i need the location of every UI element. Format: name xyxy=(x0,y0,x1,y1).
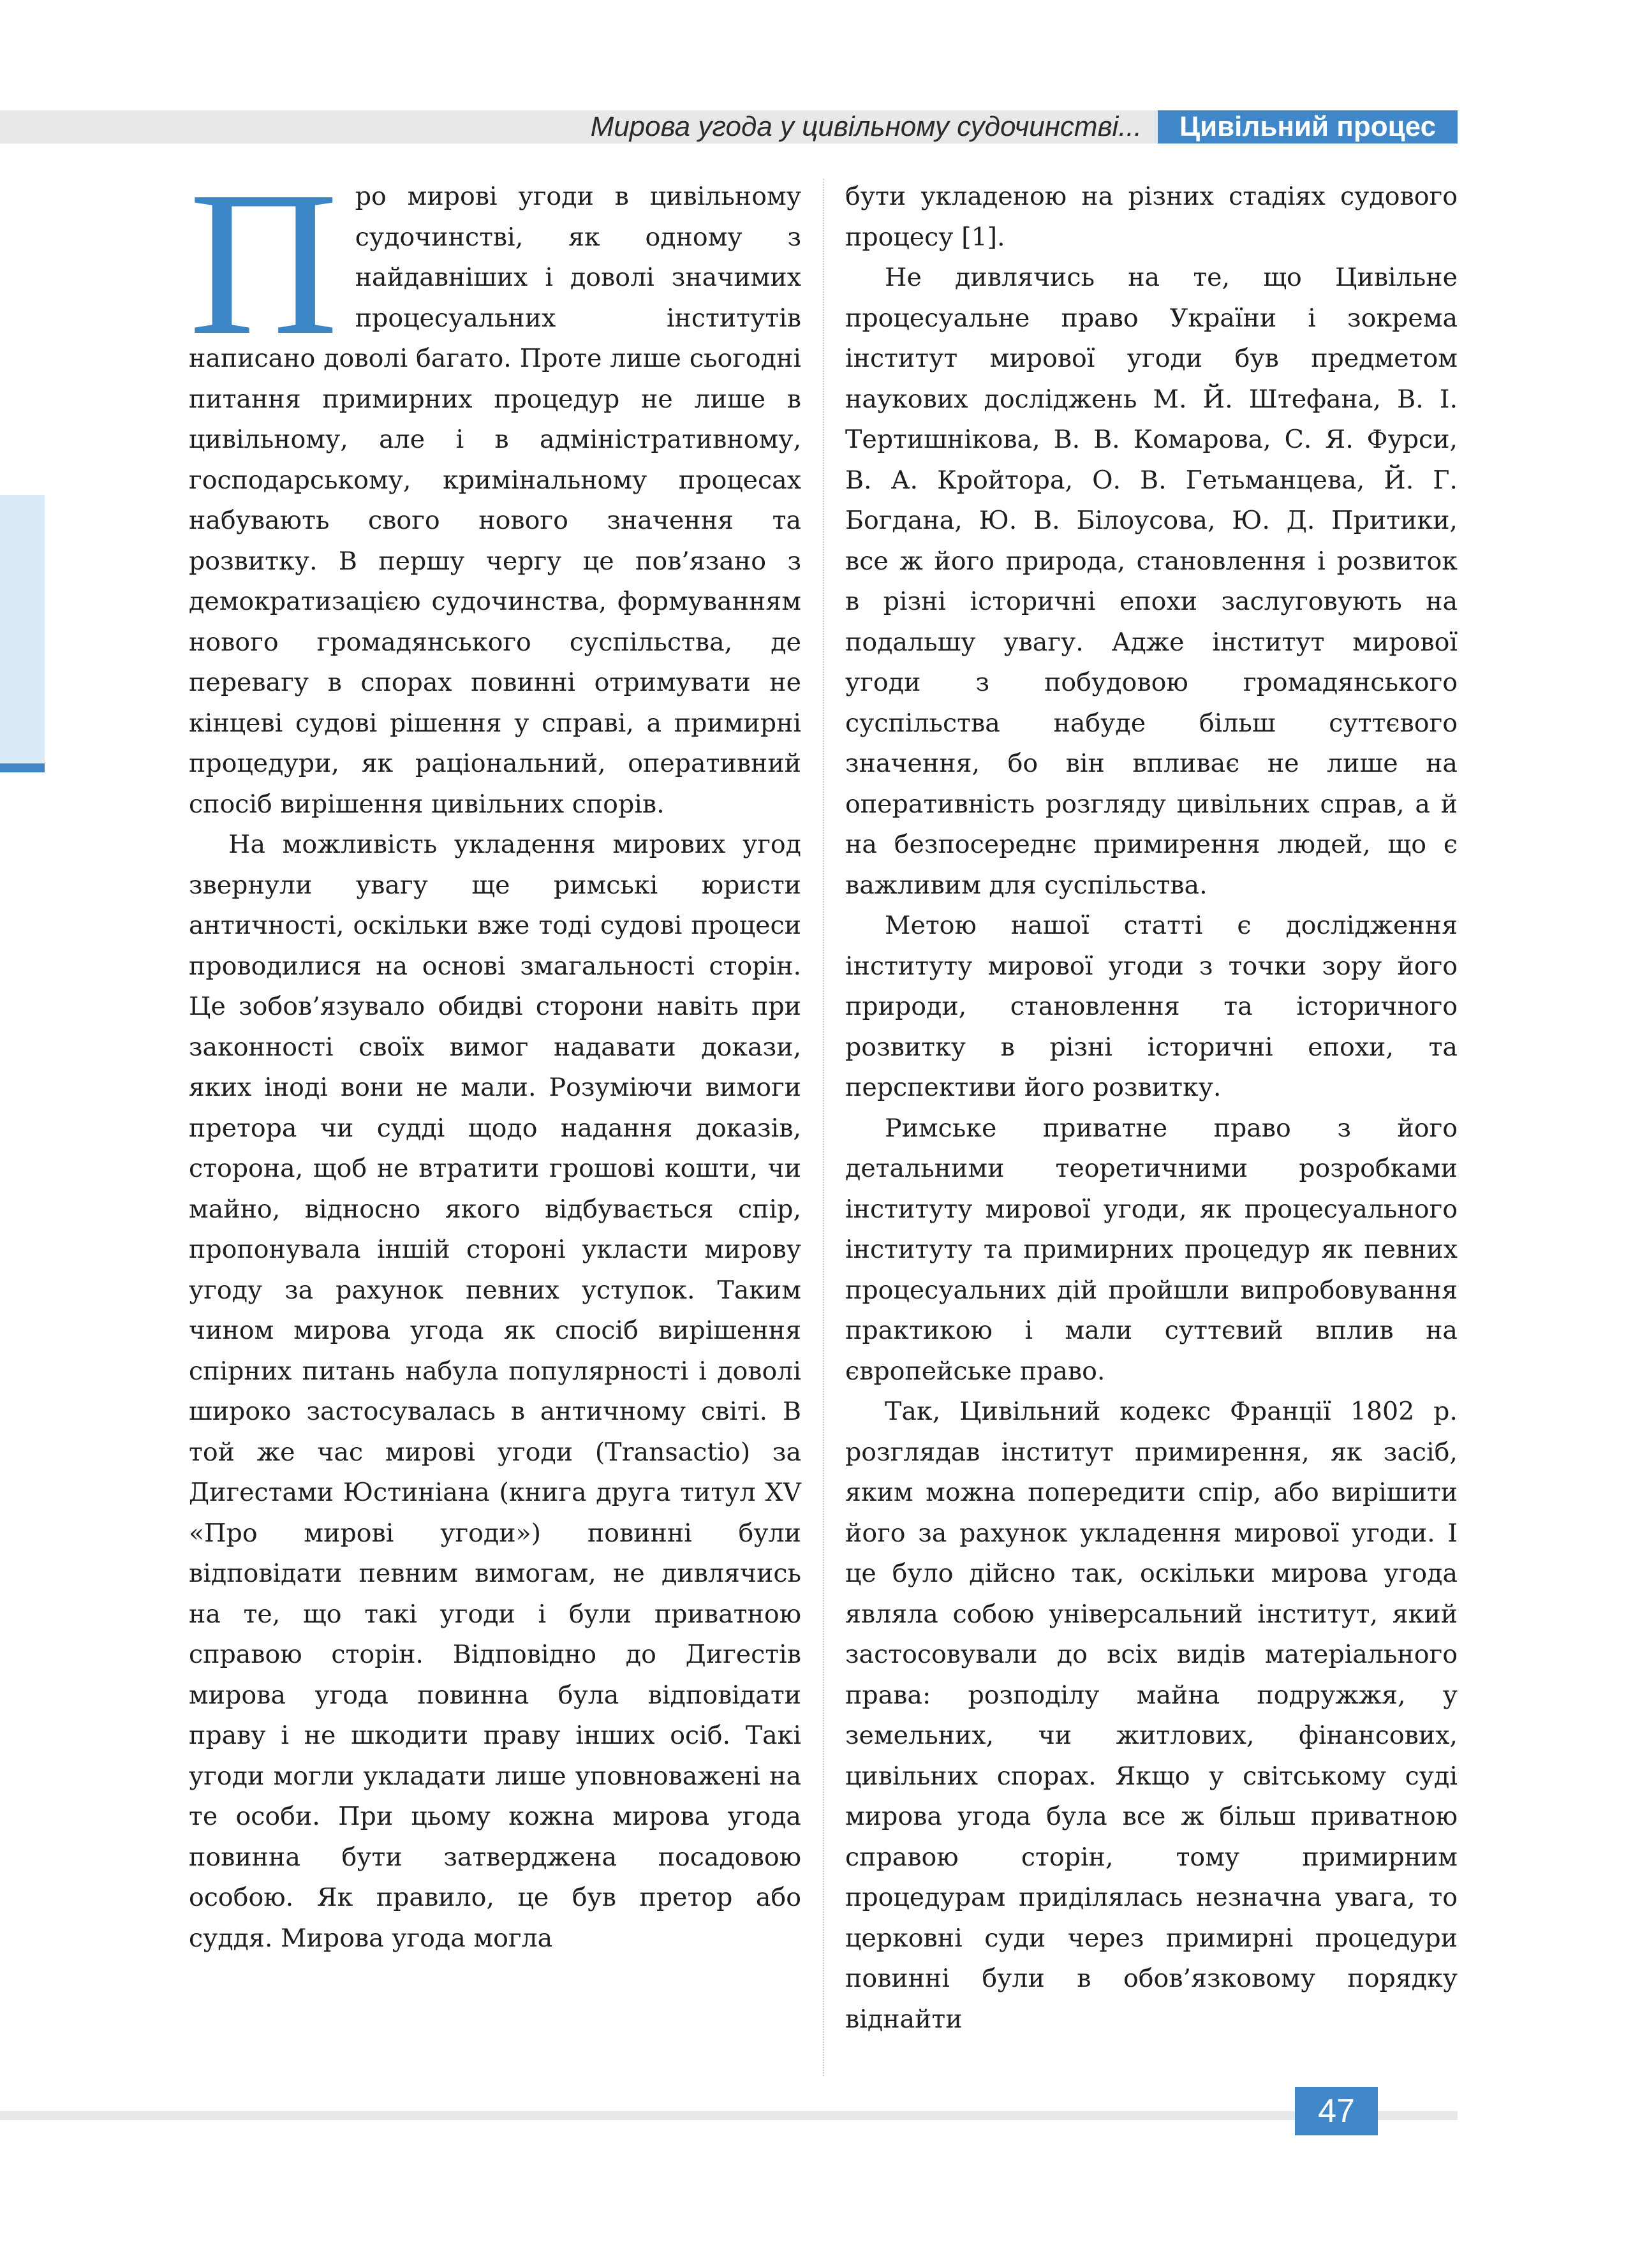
paragraph-text: ро мирові угоди в цивільному судочинстві, як одному з найдавніших і доволі значимих процесуальних інститутів написано доволі багато. Проте лише сьогодні питання примирних процедур не лише в цивільному, але і в адміністративному, господарському, кримінальному процесах набувають свого нового значення та розвитку. В першу чергу це пов’язано з демократизацією судочинства, формуванням нового громадянського суспільства, де перевагу в спорах повинні отримувати не кінцеві судові рішення у справі, а примирні процедури, як раціональний, оперативний спосіб вирішення цивільних спорів. xyxy=(189,182,801,819)
side-color-band xyxy=(0,495,45,772)
drop-cap: П xyxy=(189,149,339,378)
paragraph: Так, Цивільний кодекс Франції 1802 р. розглядав інститут примирення, як засіб, яким можна попередити спір, або вирішити його за рахунок укладення мирової угоди. І це було дійсно так, оскільки мирова угода являла собою універсальний інститут, який застосовували до всіх видів матеріального права: розподілу майна подружжя, у земельних, чи житлових, фінансових, цивільних спорах. Якщо у світському суді мирова угода була все ж більш приватною справою сторін, тому примирним процедурам приділялась незначна увага, то церковні суди через примирні процедури повинні були в обов’язковому порядку віднайти xyxy=(845,1397,1458,2034)
paragraph: бути укладеною на різних стадіях судового процесу [1]. xyxy=(845,182,1458,252)
page-number: 47 xyxy=(1295,2087,1378,2135)
footer-bar xyxy=(0,2111,1458,2120)
paragraph: Метою нашої статті є дослідження інституту мирової угоди з точки зору його природи, становлення та історичного розвитку в різні історичні епохи, та перспективи його розвитку. xyxy=(845,911,1458,1102)
paragraph xyxy=(189,149,801,825)
side-color-band-edge xyxy=(0,763,45,772)
section-label: Цивільний процес xyxy=(1158,110,1458,144)
paragraph: Римське приватне право з його детальними теоретичними розробками інституту мирової угоди, як процесуального інституту та примирних процедур як певних процесуальних дій пройшли випробовування практикою і мали суттєвий вплив на європейське право. xyxy=(845,1113,1458,1386)
running-header-title: Мирова угода у цивільному судочинстві... xyxy=(590,111,1142,142)
paragraph: На можливість укладення мирових угод звернули увагу ще римські юристи античності, оскільки вже тоді судові процеси проводилися на основі змагальності сторін. Це зобов’язувало обидві сторони навіть при законності своїх вимог надавати докази, яких іноді вони не мали. Розуміючи вимоги претора чи судді щодо надання доказів, сторона, щоб не втратити грошові кошти, чи майно, відносно якого відбувається спір, пропонувала іншій стороні укласти мирову угоду за рахунок певних уступок. Таким чином мирова угода як спосіб вирішення спірних питань набула популярності і доволі широко застосувалась в античному світі. В той же час мирові угоди (Transactio) за Дигестами Юстиніана (книга друга титул XV «Про мирові угоди») повинні були відповідати певним вимогам, не дивлячись на те, що такі угоди і були приватною справою сторін. Відповідно до Дигестів мирова угода повинна була відповідати праву і не шкодити праву інших осіб. Такі угоди могли укладати лише уповноважені на те особи. При цьому кожна мирова угода повинна бути затверджена посадовою особою. Як правило, це був претор або суддя. Мирова угода могла xyxy=(189,830,801,1953)
column-divider xyxy=(823,179,824,2076)
text-column-right xyxy=(845,177,1458,2040)
text-column-left xyxy=(189,149,801,1959)
paragraph: Не дивлячись на те, що Цивільне процесуальне право України і зокрема інститут мирової угоди був предметом наукових досліджень М. Й. Штефана, В. І. Тертишнікова, В. В. Комарова, С. Я. Фурси, В. А. Кройтора, О. В. Гетьманцева, Й. Г. Богдана, Ю. В. Білоусова, Ю. Д. Притики, все ж його природа, становлення і розвиток в різні історичні епохи заслуговують на подальшу увагу. Адже інститут мирової угоди з побудовою громадянського суспільства набуде більш суттєвого значення, бо він впливає не лише на оперативність розгляду цивільних справ, а й на безпосереднє примирення людей, що є важливим для суспільства. xyxy=(845,263,1458,900)
